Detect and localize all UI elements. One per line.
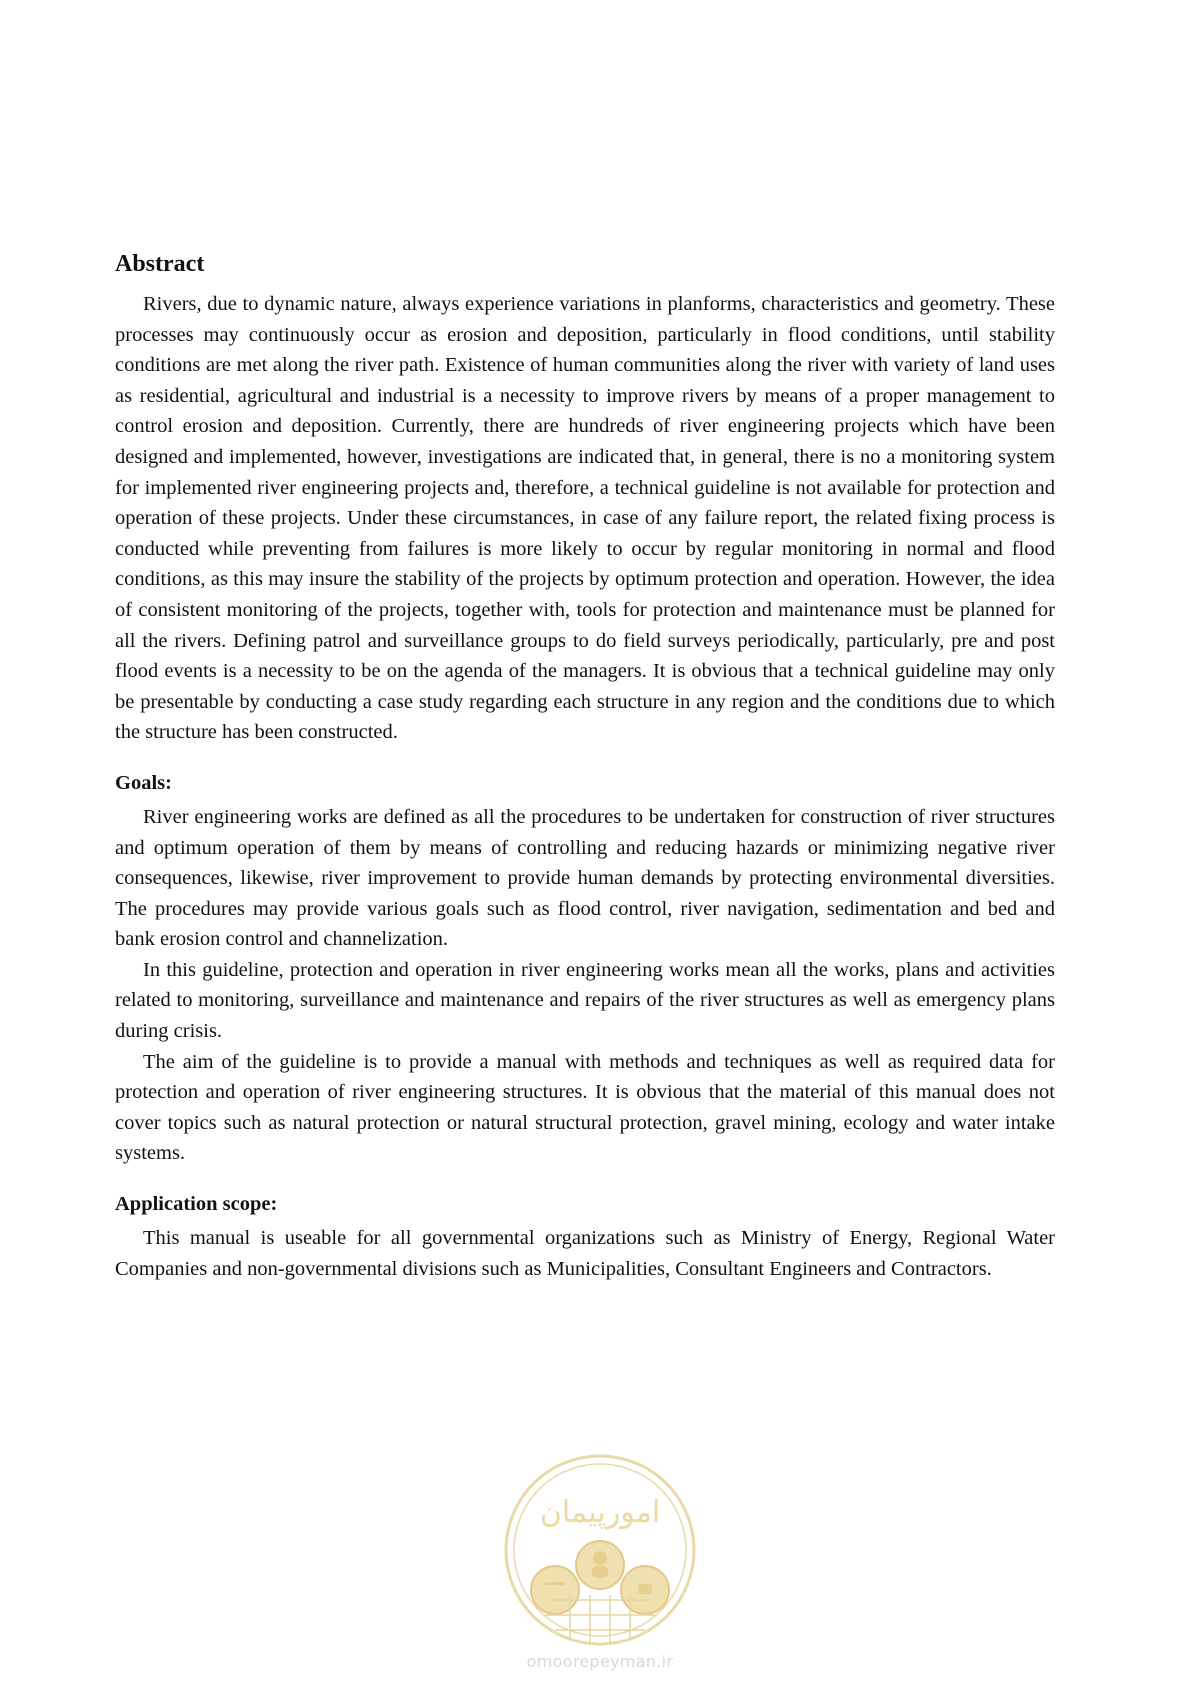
watermark-site-label: omoorepeyman.ir [526,1652,674,1671]
application-scope-paragraph: This manual is useable for all governmental organizations such as Ministry of Energy, Regional Water Companies and non-governmental divisions such as Municipalities, Consultant Engineers and Contractors. [115,1227,1055,1280]
goals-paragraph-2: In this guideline, protection and operation in river engineering works mean all the works, plans and activities related to monitoring, surveillance and maintenance and repairs of the river structures as well as emergency plans during crisis. [115,958,1055,1043]
application-scope-heading: Application scope: [115,1193,278,1216]
goals-paragraph-3: The aim of the guideline is to provide a manual with methods and techniques as well as required data for protection and operation of river engineering structures. It is obvious that the material of this manual does not cover topics such as natural protection or natural structural protection, gravel mining, ecology and water intake systems. [115,1050,1055,1165]
goals-paragraph-1: River engineering works are defined as all the procedures to be undertaken for construction of river structures and optimum operation of them by means of controlling and reducing hazards or minimizing negative river consequences, likewise, river improvement to provide human demands by protecting environmental diversities. The procedures may provide various goals such as flood control, river navigation, sedimentation and bed and bank erosion control and channelization. [115,805,1055,951]
document-page [115,250,1055,1284]
goals-heading: Goals: [115,771,172,794]
abstract-title: Abstract [115,251,205,277]
watermark-logo [500,1450,700,1680]
abstract-paragraph: Rivers, due to dynamic nature, always experience variations in planforms, characteristics and geometry. These processes may continuously occur as erosion and deposition, particularly in flood conditions, until stability conditions are met along the river path. Existence of human communities along the river with variety of land uses as residential, agricultural and industrial is a necessity to improve rivers by means of a proper management to control erosion and deposition. Currently, there are hundreds of river engineering projects which have been designed and implemented, however, investigations are indicated that, in general, there is no a monitoring system for implemented river engineering projects and, therefore, a technical guideline is not available for protection and operation of these projects. Under these circumstances, in case of any failure report, the related fixing process is conducted while preventing from failures is more likely to occur by regular monitoring in normal and flood conditions, as this may insure the stability of the projects by optimum protection and operation. However, the idea of consistent monitoring of the projects, together with, tools for protection and maintenance must be planned for all the rivers. Defining patrol and surveillance groups to do field surveys periodically, particularly, pre and post flood events is a necessity to be on the agenda of the managers. It is obvious that a technical guideline may only be presentable by conducting a case study regarding each structure in any region and the conditions due to which the structure has been constructed. [115,293,1055,744]
watermark-logo-lettering: امورپیمان [539,1495,661,1530]
watermark-seal-icon [500,1450,700,1650]
